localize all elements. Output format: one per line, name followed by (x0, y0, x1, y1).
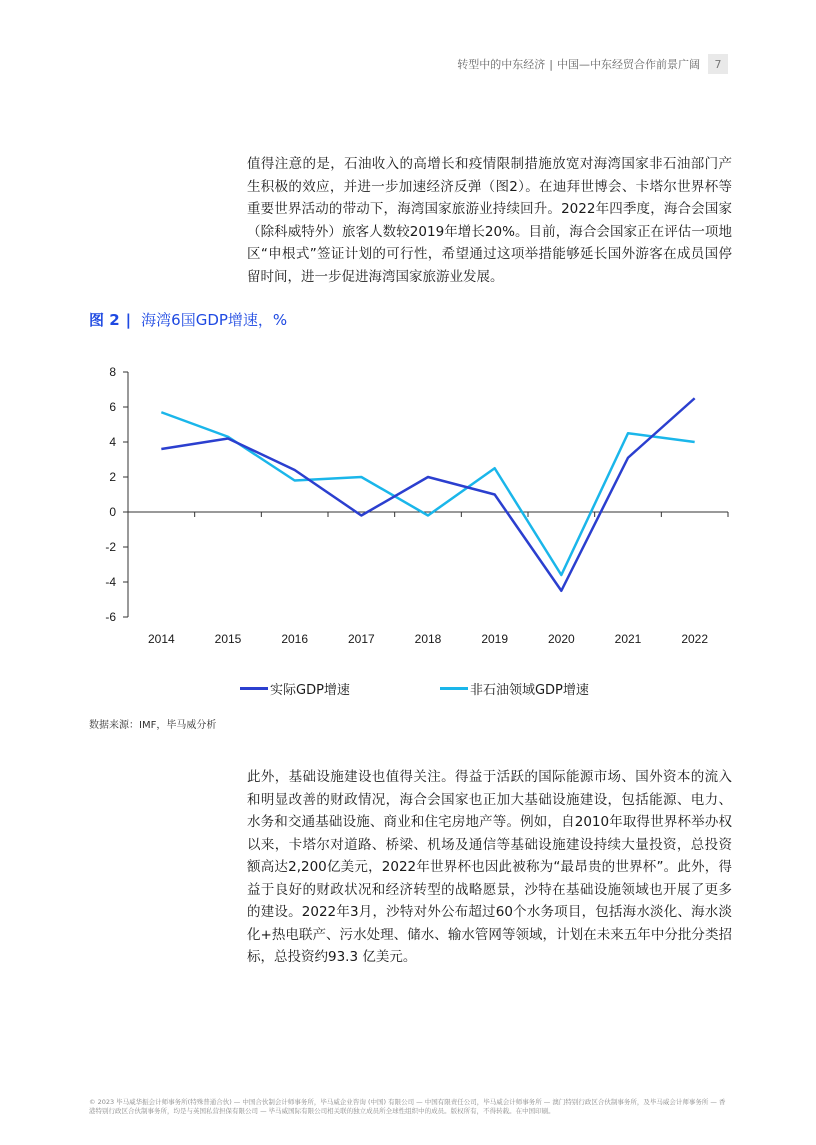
y-tick-label: -4 (105, 575, 116, 589)
figure-caption: 海湾6国GDP增速，% (141, 311, 288, 329)
body-paragraph-2: 此外，基础设施建设也值得关注。得益于活跃的国际能源市场、国外资本的流入和明显改善的财政情况，海合会国家也正加大基础设施建设，包括能源、电力、水务和交通基础设施、商业和住宅房地产等。例如，自2010年取得世界杯举办权以来，卡塔尔对道路、桥梁、机场及通信等基础设施建设持续大量投资，总投资额高达2,200亿美元，2022年世界杯也因此被称为“最昂贵的世界杯”。此外，得益于良好的财政状况和经济转型的战略愿景，沙特在基础设施领域也开展了更多的建设。2022年3月，沙特对外公布超过60个水务项目，包括海水淡化、海水淡化+热电联产、污水处理、储水、输水管网等领域，计划在未来五年中分批分类招标，总投资约93.3 亿美元。 (247, 769, 732, 965)
page-header (457, 54, 728, 74)
y-tick-label: -2 (105, 540, 116, 554)
data-source-note: 数据来源：IMF，毕马威分析 (89, 720, 217, 731)
y-tick-label: 8 (109, 365, 116, 379)
y-tick-label: 0 (109, 505, 116, 519)
series-line-non-oil-gdp (161, 412, 694, 575)
x-tick-label: 2020 (547, 632, 575, 646)
x-tick-label: 2017 (347, 632, 375, 646)
copyright-footer: © 2023 毕马威华振会计师事务所(特殊普通合伙) — 中国合伙制会计师事务所，毕马威企业咨询 (中国) 有限公司 — 中国有限责任公司，毕马威会计师事务所 — 澳门特别行政区合伙制事务所，及毕马威会计师事务所 — 香港特别行政区合伙制事务所，均是与英国私营担保有限公司 — 毕马威国际有限公司相关联的独立成员所全球性组织中的成员。版权所有，不得转载。在中国印刷。 (89, 1098, 726, 1115)
series-line-real-gdp (161, 398, 694, 591)
gdp-growth-line-chart (80, 355, 740, 660)
legend-swatch-real-gdp (240, 687, 268, 690)
x-tick-label: 2021 (614, 632, 642, 646)
figure-divider: | (125, 310, 132, 329)
y-tick-label: 2 (109, 470, 116, 484)
legend-label-non-oil-gdp: 非石油领域GDP增速 (469, 683, 589, 698)
x-tick-label: 2015 (214, 632, 242, 646)
report-title: 转型中的中东经济 (457, 58, 546, 71)
x-tick-label: 2022 (681, 632, 709, 646)
header-separator: | (549, 57, 553, 71)
x-tick-label: 2014 (147, 632, 175, 646)
x-tick-label: 2016 (281, 632, 309, 646)
chart-legend (240, 679, 679, 698)
y-tick-label: -6 (105, 610, 116, 624)
y-tick-label: 4 (109, 435, 116, 449)
page-number: 7 (708, 54, 728, 74)
figure-title (89, 309, 287, 330)
figure-label: 图 2 (89, 311, 120, 329)
x-tick-label: 2018 (414, 632, 442, 646)
legend-item-non-oil-gdp (440, 679, 589, 698)
legend-item-real-gdp (240, 679, 350, 698)
x-tick-label: 2019 (481, 632, 509, 646)
y-tick-label: 6 (109, 400, 116, 414)
body-paragraph-1: 值得注意的是，石油收入的高增长和疫情限制措施放宽对海湾国家非石油部门产生积极的效应，并进一步加速经济反弹（图2）。在迪拜世博会、卡塔尔世界杯等重要世界活动的带动下，海湾国家旅游业持续回升。2022年四季度，海合会国家（除科威特外）旅客人数较2019年增长20%。目前，海合会国家正在评估一项地区“申根式”签证计划的可行性，希望通过这项举措能够延长国外游客在成员国停留时间，进一步促进海湾国家旅游业发展。 (247, 156, 732, 285)
report-subtitle: 中国—中东经贸合作前景广阔 (557, 58, 700, 71)
legend-swatch-non-oil-gdp (440, 687, 468, 690)
legend-label-real-gdp: 实际GDP增速 (270, 683, 350, 698)
